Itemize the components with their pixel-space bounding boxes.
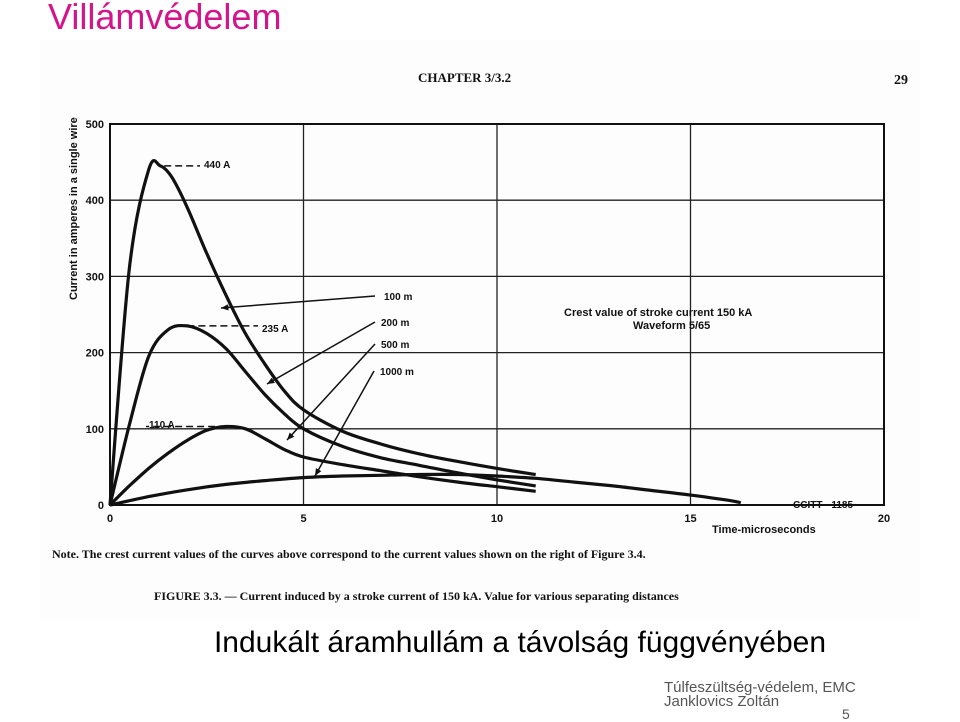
x-tick-0: 0 (106, 513, 114, 525)
y-tick-2: 200 (85, 347, 104, 360)
waveform-annotation: Waveform 5/65 (633, 320, 711, 332)
figure-note: Note. The crest current values of the curves above correspond to the current values shown on the right of Figure 3.4. (52, 547, 646, 561)
peak-label-235: 235 A (262, 324, 289, 335)
y-tick-3: 300 (85, 271, 104, 284)
crest-value-annotation: Crest value of stroke current 150 kA (564, 307, 753, 319)
footer-course: Túlfeszültség-védelem, EMC (664, 679, 856, 696)
chapter-heading: CHAPTER 3/3.2 (418, 70, 512, 85)
x-tick-3: 15 (684, 513, 697, 525)
y-axis-label: Current in amperes in a single wire (68, 117, 80, 300)
legend-500m: 500 m (381, 340, 410, 351)
y-tick-4: 400 (85, 195, 104, 208)
x-tick-2: 10 (490, 513, 504, 525)
legend-100m: 100 m (384, 292, 413, 303)
y-tick-5: 500 (85, 119, 104, 131)
peak-label-110: 110 A (149, 420, 175, 431)
y-tick-1: 100 (85, 423, 104, 436)
slide-title: Villámvédelem (48, 0, 282, 37)
slide-caption: Indukált áramhullám a távolság függvényében (213, 626, 827, 659)
legend-1000m: 1000 m (380, 367, 414, 378)
source-code-annotation: CCITT - 1185 (793, 500, 854, 511)
x-axis-label: Time-microseconds (712, 524, 816, 536)
x-tick-1: 5 (300, 513, 307, 525)
footer-author: Janklovics Zoltán (664, 693, 780, 710)
slide-page-number: 5 (842, 706, 850, 722)
figure-caption: FIGURE 3.3. — Current induced by a stroke current of 150 kA. Value for various separating distances (154, 589, 679, 603)
legend-200m: 200 m (381, 318, 410, 329)
y-tick-0: 0 (97, 500, 104, 512)
x-tick-4: 20 (877, 513, 891, 525)
book-page-number: 29 (894, 73, 908, 88)
peak-label-440: 440 A (204, 160, 231, 171)
